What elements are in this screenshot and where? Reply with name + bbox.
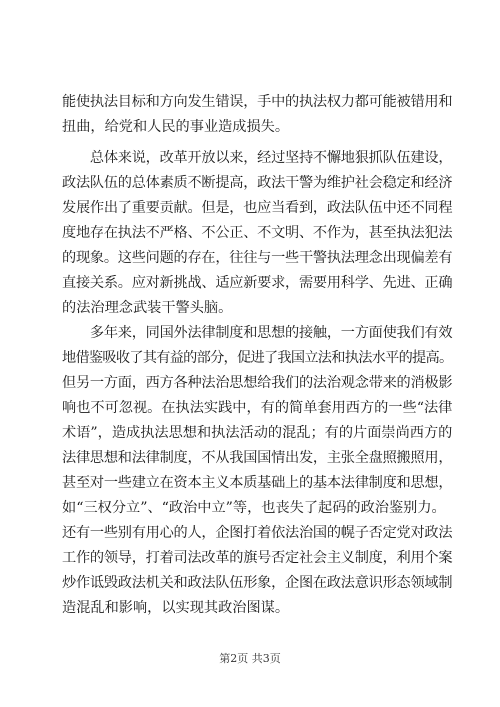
text-line: 法律思想和法律制度，不从我国国情出发，主张全盘照搬照用， [62, 450, 453, 466]
text-line: 度地存在执法不严格、不公正、不文明、不作为，甚至执法犯法 [62, 225, 453, 241]
text-line: 如“三权分立”、“政治中立”等，也丧失了起码的政治鉴别力。 [62, 500, 446, 516]
text-line: 地借鉴吸收了其有益的部分，促进了我国立法和执法水平的提高。 [62, 350, 453, 366]
text-line: 响也不可忽视。在执法实践中，有的简单套用西方的一些“法律 [62, 400, 453, 416]
text-line: 能使执法目标和方向发生错误，手中的执法权力都可能被错用和 [62, 94, 453, 110]
text-line: 总体来说，改革开放以来，经过坚持不懈地狠抓队伍建设， [62, 150, 453, 166]
text-line: 扭曲，给党和人民的事业造成损失。 [62, 119, 290, 135]
text-line: 术语”，造成执法思想和执法活动的混乱；有的片面崇尚西方的 [62, 425, 453, 441]
text-line: 的法治理念武装干警头脑。 [62, 300, 233, 316]
text-line: 的现象。这些问题的存在，往往与一些干警执法理念出现偏差有 [62, 250, 453, 266]
text-line: 发展作出了重要贡献。但是，也应当看到，政法队伍中还不同程 [62, 200, 453, 216]
text-line: 直接关系。应对新挑战、适应新要求，需要用科学、先进、正确 [62, 275, 453, 291]
text-line: 但另一方面，西方各种法治思想给我们的法治观念带来的消极影 [62, 375, 453, 391]
text-line: 政法队伍的总体素质不断提高，政法干警为维护社会稳定和经济 [62, 175, 453, 191]
page-footer: 第2页 共3页 [219, 652, 281, 665]
text-line: 工作的领导，打着司法改革的旗号否定社会主义制度，利用个案 [62, 550, 453, 566]
text-line: 炒作诋毁政法机关和政法队伍形象，企图在政法意识形态领域制 [62, 575, 453, 591]
text-line: 还有一些别有用心的人，企图打着依法治国的幌子否定党对政法 [62, 525, 453, 541]
text-line: 甚至对一些建立在资本主义本质基础上的基本法律制度和思想， [62, 475, 453, 491]
text-line: 造混乱和影响，以实现其政治图谋。 [62, 600, 290, 616]
text-line: 多年来，同国外法律制度和思想的接触，一方面使我们有效 [62, 325, 453, 341]
